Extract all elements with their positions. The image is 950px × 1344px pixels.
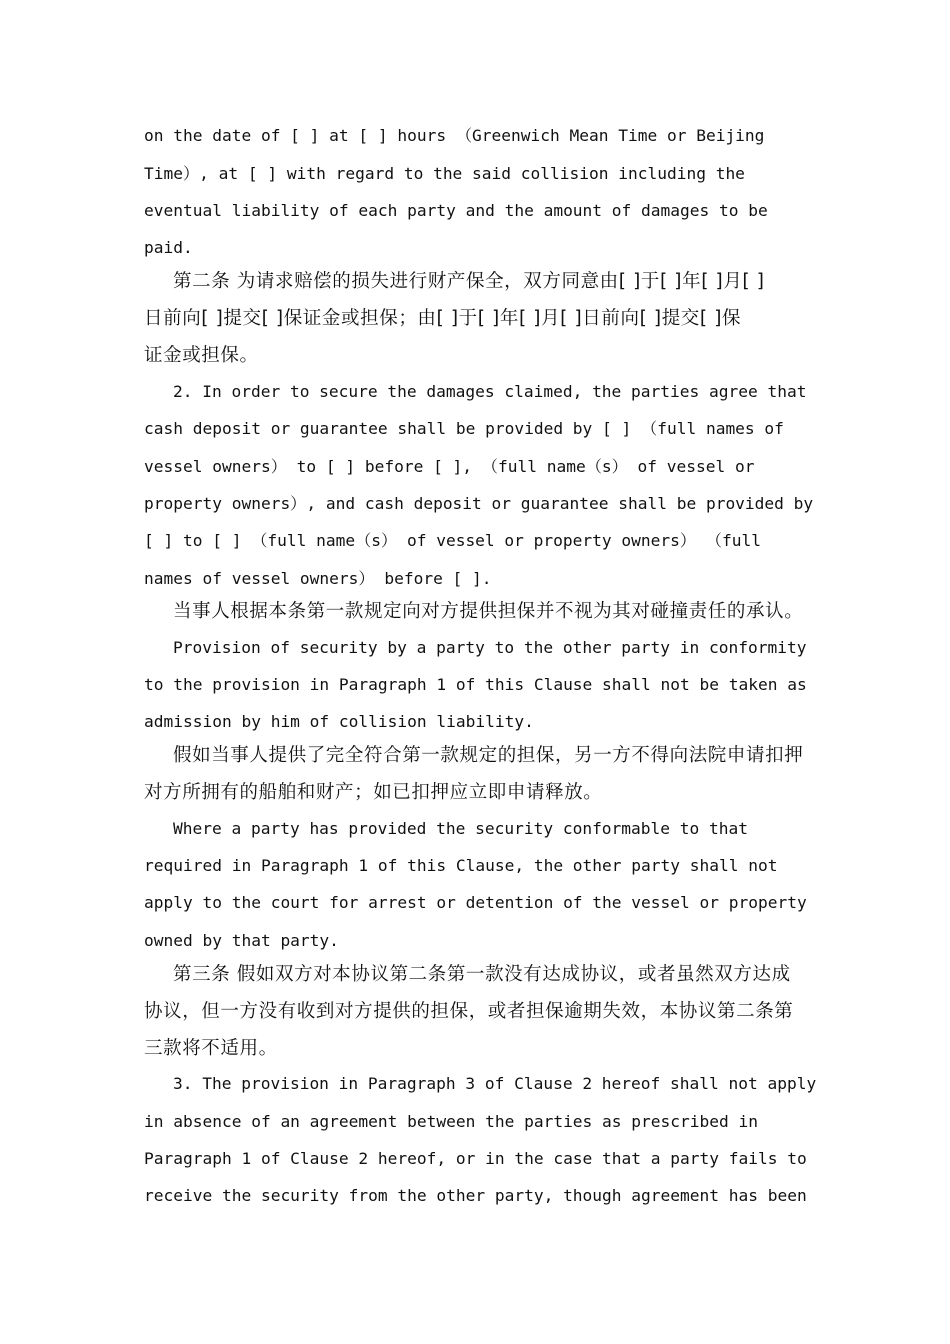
clause-2-heading-line: 第二条 为请求赔偿的损失进行财产保全，双方同意由[ ]于[ ]年[ ]月[ ] [173,271,765,292]
clause-3-english-heading-line: 3. The provision in Paragraph 3 of Clause 2 hereof shall not apply [173,1074,817,1093]
text-line: 协议，但一方没有收到对方提供的担保，或者担保逾期失效，本协议第二条第 [144,1001,794,1022]
clause-2-english-heading-line: 2. In order to secure the damages claimed, the parties agree that [173,382,807,401]
text-line: apply to the court for arrest or detention of the vessel or property [144,893,807,912]
text-line: Time）, at [ ] with regard to the said collision including the [144,164,745,183]
text-line: 对方所拥有的船舶和财产；如已扣押应立即申请释放。 [144,782,603,803]
text-line: owned by that party. [144,931,339,950]
text-line: [ ] to [ ] （full name（s） of vessel or property owners） （full [144,531,761,550]
text-line: 日前向[ ]提交[ ]保证金或担保；由[ ]于[ ]年[ ]月[ ]日前向[ ]提交[ ]保 [144,308,742,329]
text-line: on the date of [ ] at [ ] hours （Greenwich Mean Time or Beijing [144,126,765,145]
text-line: to the provision in Paragraph 1 of this Clause shall not be taken as [144,675,807,694]
text-line: eventual liability of each party and the amount of damages to be [144,201,768,220]
text-line: 证金或担保。 [144,345,259,366]
text-line: admission by him of collision liability. [144,712,534,731]
text-line: names of vessel owners） before [ ]. [144,569,492,588]
text-line: property owners）, and cash deposit or guarantee shall be provided by [144,494,814,513]
text-line: required in Paragraph 1 of this Clause, the other party shall not [144,856,778,875]
text-line: vessel owners） to [ ] before [ ], （full name（s） of vessel or [144,457,755,476]
text-line: Where a party has provided the security conformable to that [173,819,748,838]
text-line: Paragraph 1 of Clause 2 hereof, or in the case that a party fails to [144,1149,807,1168]
text-line: in absence of an agreement between the parties as prescribed in [144,1112,758,1131]
text-line: Provision of security by a party to the other party in conformity [173,638,807,657]
text-line: 三款将不适用。 [144,1038,278,1059]
text-line: receive the security from the other party, though agreement has been [144,1186,807,1205]
text-line: 当事人根据本条第一款规定向对方提供担保并不视为其对碰撞责任的承认。 [173,601,804,622]
text-line: 假如当事人提供了完全符合第一款规定的担保，另一方不得向法院申请扣押 [173,745,804,766]
text-line: paid. [144,238,193,257]
text-line: cash deposit or guarantee shall be provided by [ ] （full names of [144,419,784,438]
clause-3-heading-line: 第三条 假如双方对本协议第二条第一款没有达成协议，或者虽然双方达成 [173,964,791,985]
